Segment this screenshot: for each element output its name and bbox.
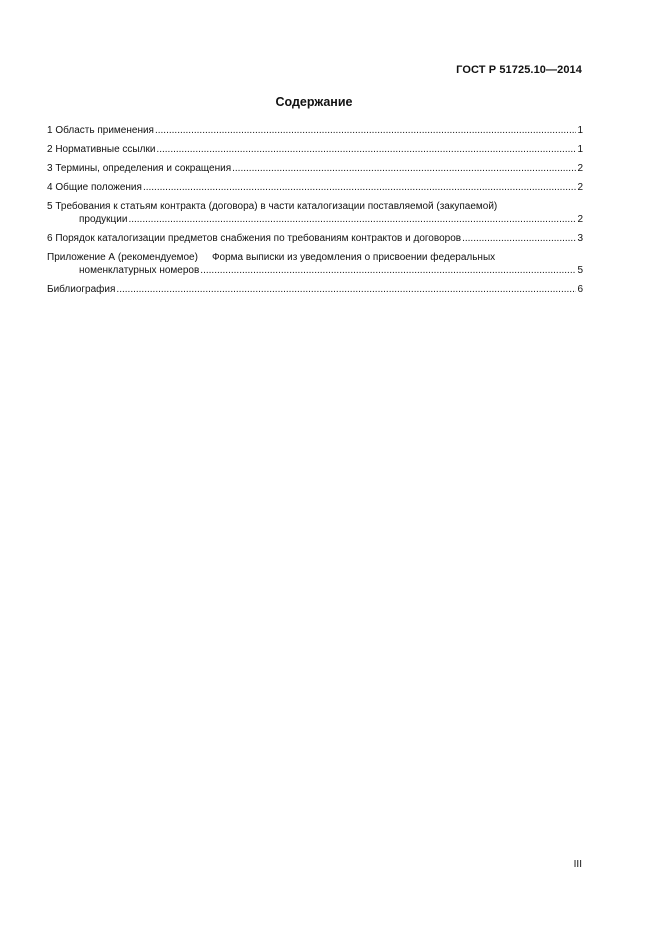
toc-entry-page: 6 xyxy=(577,284,583,295)
toc-entry-text: 2 Нормативные ссылки xyxy=(47,144,156,155)
toc-entry-6[interactable] xyxy=(47,232,583,245)
toc-entry-text: 3 Термины, определения и сокращения xyxy=(47,163,232,174)
document-code: ГОСТ Р 51725.10—2014 xyxy=(456,64,582,76)
dot-leader xyxy=(128,213,576,226)
dot-leader xyxy=(156,143,576,156)
toc-entry-bibliography[interactable] xyxy=(47,283,583,296)
appendix-title-continued: номенклатурных номеров xyxy=(79,265,200,276)
appendix-title: Форма выписки из уведомления о присвоении федеральных xyxy=(211,252,496,263)
toc-entry-text: 4 Общие положения xyxy=(47,182,142,193)
dot-leader xyxy=(462,232,576,245)
toc-entry-text: 6 Порядок каталогизации предметов снабжения по требованиям контрактов и договоров xyxy=(47,233,462,244)
toc-entry-page: 2 xyxy=(577,182,583,193)
dot-leader xyxy=(232,162,576,175)
dot-leader xyxy=(116,283,576,296)
toc-entry-page: 1 xyxy=(577,144,583,155)
toc-entry-page: 5 xyxy=(577,265,583,276)
toc-entry-page: 2 xyxy=(577,214,583,225)
toc-title: Содержание xyxy=(275,95,353,109)
toc-entry-text: 1 Область применения xyxy=(47,125,154,136)
toc-entry-text-continued: продукции xyxy=(79,214,128,225)
toc-entry-page: 1 xyxy=(577,125,583,136)
toc-entry-text: 5 Требования к статьям контракта (договора) в части каталогизации поставляемой (закупаемой) xyxy=(47,201,498,212)
toc-entry-5[interactable] xyxy=(47,200,583,226)
dot-leader xyxy=(155,124,576,137)
dot-leader xyxy=(143,181,577,194)
page-number: III xyxy=(573,859,582,870)
toc-entry-page: 2 xyxy=(577,163,583,174)
toc-entry-3[interactable] xyxy=(47,162,583,175)
toc-entry-appendix-a[interactable] xyxy=(47,251,583,277)
table-of-contents xyxy=(47,124,583,302)
toc-entry-1[interactable] xyxy=(47,124,583,137)
toc-entry-4[interactable] xyxy=(47,181,583,194)
appendix-label: Приложение А (рекомендуемое) xyxy=(47,252,198,263)
toc-entry-text: Библиография xyxy=(47,284,116,295)
dot-leader xyxy=(200,264,576,277)
toc-entry-2[interactable] xyxy=(47,143,583,156)
toc-entry-page: 3 xyxy=(577,233,583,244)
